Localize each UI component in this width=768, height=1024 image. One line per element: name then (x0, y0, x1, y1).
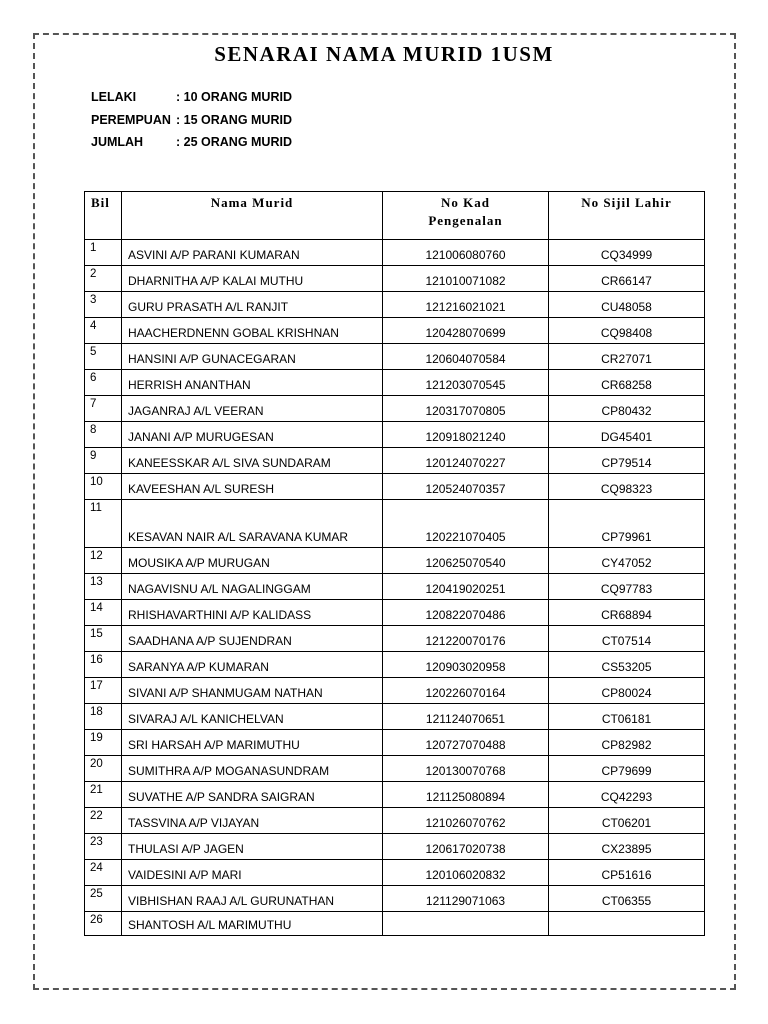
cell-cert: CT06201 (549, 808, 705, 834)
summary-row-total (91, 131, 292, 154)
cell-ic: 121026070762 (383, 808, 549, 834)
cell-cert: CP51616 (549, 860, 705, 886)
cell-bil: 21 (85, 782, 122, 808)
summary-block (91, 86, 292, 154)
summary-value: : 15 ORANG MURID (176, 112, 292, 127)
cell-cert: CP80024 (549, 678, 705, 704)
cell-ic: 120727070488 (383, 730, 549, 756)
table-row (85, 652, 705, 678)
cell-ic: 120124070227 (383, 448, 549, 474)
cell-name: SHANTOSH A/L MARIMUTHU (122, 912, 383, 936)
cell-cert: DG45401 (549, 422, 705, 448)
cell-bil: 3 (85, 292, 122, 318)
cell-cert: CQ97783 (549, 574, 705, 600)
cell-cert: CP80432 (549, 396, 705, 422)
student-table (84, 191, 705, 936)
cell-bil: 16 (85, 652, 122, 678)
cell-cert: CP79699 (549, 756, 705, 782)
cell-ic: 121129071063 (383, 886, 549, 912)
header-ic-line2: Pengenalan (428, 213, 503, 228)
cell-ic: 120918021240 (383, 422, 549, 448)
cell-cert: CQ34999 (549, 240, 705, 266)
cell-cert: CX23895 (549, 834, 705, 860)
cell-name: SRI HARSAH A/P MARIMUTHU (122, 730, 383, 756)
table-row (85, 730, 705, 756)
table-row (85, 292, 705, 318)
header-name: Nama Murid (122, 192, 383, 240)
cell-bil: 24 (85, 860, 122, 886)
table-row (85, 782, 705, 808)
summary-value: : 25 ORANG MURID (176, 135, 292, 149)
cell-name: HAACHERDNENN GOBAL KRISHNAN (122, 318, 383, 344)
table-header-row (85, 192, 705, 240)
cell-name: KAVEESHAN A/L SURESH (122, 474, 383, 500)
table-row (85, 266, 705, 292)
cell-ic: 121010071082 (383, 266, 549, 292)
cell-bil: 13 (85, 574, 122, 600)
table-row (85, 886, 705, 912)
cell-cert: CR27071 (549, 344, 705, 370)
summary-value: : 10 ORANG MURID (176, 90, 292, 104)
cell-cert: CU48058 (549, 292, 705, 318)
cell-cert: CT06355 (549, 886, 705, 912)
table-row (85, 600, 705, 626)
cell-bil: 15 (85, 626, 122, 652)
header-ic-line1: No Kad (441, 195, 490, 210)
table-row (85, 756, 705, 782)
table-row (85, 344, 705, 370)
cell-name: GURU PRASATH A/L RANJIT (122, 292, 383, 318)
cell-bil: 6 (85, 370, 122, 396)
header-bil: Bil (85, 192, 122, 240)
summary-label: JUMLAH (91, 135, 144, 149)
cell-bil: 7 (85, 396, 122, 422)
cell-name: SIVANI A/P SHANMUGAM NATHAN (122, 678, 383, 704)
cell-name: NAGAVISNU A/L NAGALINGGAM (122, 574, 383, 600)
cell-bil: 25 (85, 886, 122, 912)
cell-bil: 10 (85, 474, 122, 500)
cell-ic: 120822070486 (383, 600, 549, 626)
table-row (85, 422, 705, 448)
cell-bil: 20 (85, 756, 122, 782)
table-row (85, 834, 705, 860)
header-ic (383, 192, 549, 240)
cell-name: VIBHISHAN RAAJ A/L GURUNATHAN (122, 886, 383, 912)
table-row (85, 474, 705, 500)
cell-cert: CT06181 (549, 704, 705, 730)
cell-bil: 19 (85, 730, 122, 756)
cell-bil: 23 (85, 834, 122, 860)
cell-cert: CR68258 (549, 370, 705, 396)
table-row (85, 370, 705, 396)
cell-ic: 120903020958 (383, 652, 549, 678)
cell-ic: 120428070699 (383, 318, 549, 344)
cell-name: DHARNITHA A/P KALAI MUTHU (122, 266, 383, 292)
cell-ic: 120625070540 (383, 548, 549, 574)
cell-cert: CP82982 (549, 730, 705, 756)
cell-ic: 120221070405 (383, 500, 549, 548)
table-row (85, 808, 705, 834)
cell-ic: 121006080760 (383, 240, 549, 266)
cell-ic: 121125080894 (383, 782, 549, 808)
table-row (85, 240, 705, 266)
table-row (85, 448, 705, 474)
cell-name: JAGANRAJ A/L VEERAN (122, 396, 383, 422)
cell-name: THULASI A/P JAGEN (122, 834, 383, 860)
cell-bil: 4 (85, 318, 122, 344)
cell-name: ASVINI A/P PARANI KUMARAN (122, 240, 383, 266)
summary-row-male (91, 86, 292, 109)
table-row (85, 860, 705, 886)
cell-ic: 120226070164 (383, 678, 549, 704)
cell-name: HERRISH ANANTHAN (122, 370, 383, 396)
cell-ic: 121203070545 (383, 370, 549, 396)
cell-cert: CQ98408 (549, 318, 705, 344)
table-row (85, 678, 705, 704)
cell-name: JANANI A/P MURUGESAN (122, 422, 383, 448)
cell-name: SAADHANA A/P SUJENDRAN (122, 626, 383, 652)
table-row (85, 704, 705, 730)
cell-cert: CQ98323 (549, 474, 705, 500)
cell-bil: 1 (85, 240, 122, 266)
cell-name: RHISHAVARTHINI A/P KALIDASS (122, 600, 383, 626)
cell-cert: CY47052 (549, 548, 705, 574)
cell-name: MOUSIKA A/P MURUGAN (122, 548, 383, 574)
cell-name: KESAVAN NAIR A/L SARAVANA KUMAR (122, 500, 383, 548)
cell-ic: 121220070176 (383, 626, 549, 652)
table-row (85, 626, 705, 652)
summary-label: LELAKI (91, 90, 137, 104)
cell-ic: 120524070357 (383, 474, 549, 500)
table-row (85, 500, 705, 548)
table-row (85, 396, 705, 422)
cell-cert: CS53205 (549, 652, 705, 678)
cell-ic: 120106020832 (383, 860, 549, 886)
cell-name: SIVARAJ A/L KANICHELVAN (122, 704, 383, 730)
header-cert: No Sijil Lahir (549, 192, 705, 240)
cell-bil: 2 (85, 266, 122, 292)
cell-ic: 121216021021 (383, 292, 549, 318)
cell-name: TASSVINA A/P VIJAYAN (122, 808, 383, 834)
cell-bil: 8 (85, 422, 122, 448)
cell-bil: 17 (85, 678, 122, 704)
cell-cert: CP79961 (549, 500, 705, 548)
cell-ic: 120419020251 (383, 574, 549, 600)
cell-bil: 26 (85, 912, 122, 936)
cell-cert: CR66147 (549, 266, 705, 292)
cell-cert (549, 912, 705, 936)
cell-name: VAIDESINI A/P MARI (122, 860, 383, 886)
cell-ic: 121124070651 (383, 704, 549, 730)
table-body (85, 240, 705, 936)
table-row (85, 574, 705, 600)
table-row (85, 318, 705, 344)
cell-name: SARANYA A/P KUMARAN (122, 652, 383, 678)
cell-bil: 18 (85, 704, 122, 730)
cell-cert: CP79514 (549, 448, 705, 474)
cell-name: KANEESSKAR A/L SIVA SUNDARAM (122, 448, 383, 474)
cell-ic: 120130070768 (383, 756, 549, 782)
cell-ic (383, 912, 549, 936)
cell-ic: 120604070584 (383, 344, 549, 370)
cell-bil: 12 (85, 548, 122, 574)
cell-cert: CQ42293 (549, 782, 705, 808)
cell-bil: 5 (85, 344, 122, 370)
cell-bil: 9 (85, 448, 122, 474)
summary-row-female (91, 109, 292, 132)
cell-name: SUMITHRA A/P MOGANASUNDRAM (122, 756, 383, 782)
summary-label: PEREMPUAN (91, 112, 171, 127)
cell-name: HANSINI A/P GUNACEGARAN (122, 344, 383, 370)
cell-bil: 22 (85, 808, 122, 834)
cell-ic: 120317070805 (383, 396, 549, 422)
cell-cert: CR68894 (549, 600, 705, 626)
cell-name: SUVATHE A/P SANDRA SAIGRAN (122, 782, 383, 808)
table-row (85, 548, 705, 574)
cell-bil: 11 (85, 500, 122, 548)
cell-cert: CT07514 (549, 626, 705, 652)
page-title: SENARAI NAMA MURID 1USM (214, 42, 554, 66)
cell-ic: 120617020738 (383, 834, 549, 860)
cell-bil: 14 (85, 600, 122, 626)
table-row (85, 912, 705, 936)
